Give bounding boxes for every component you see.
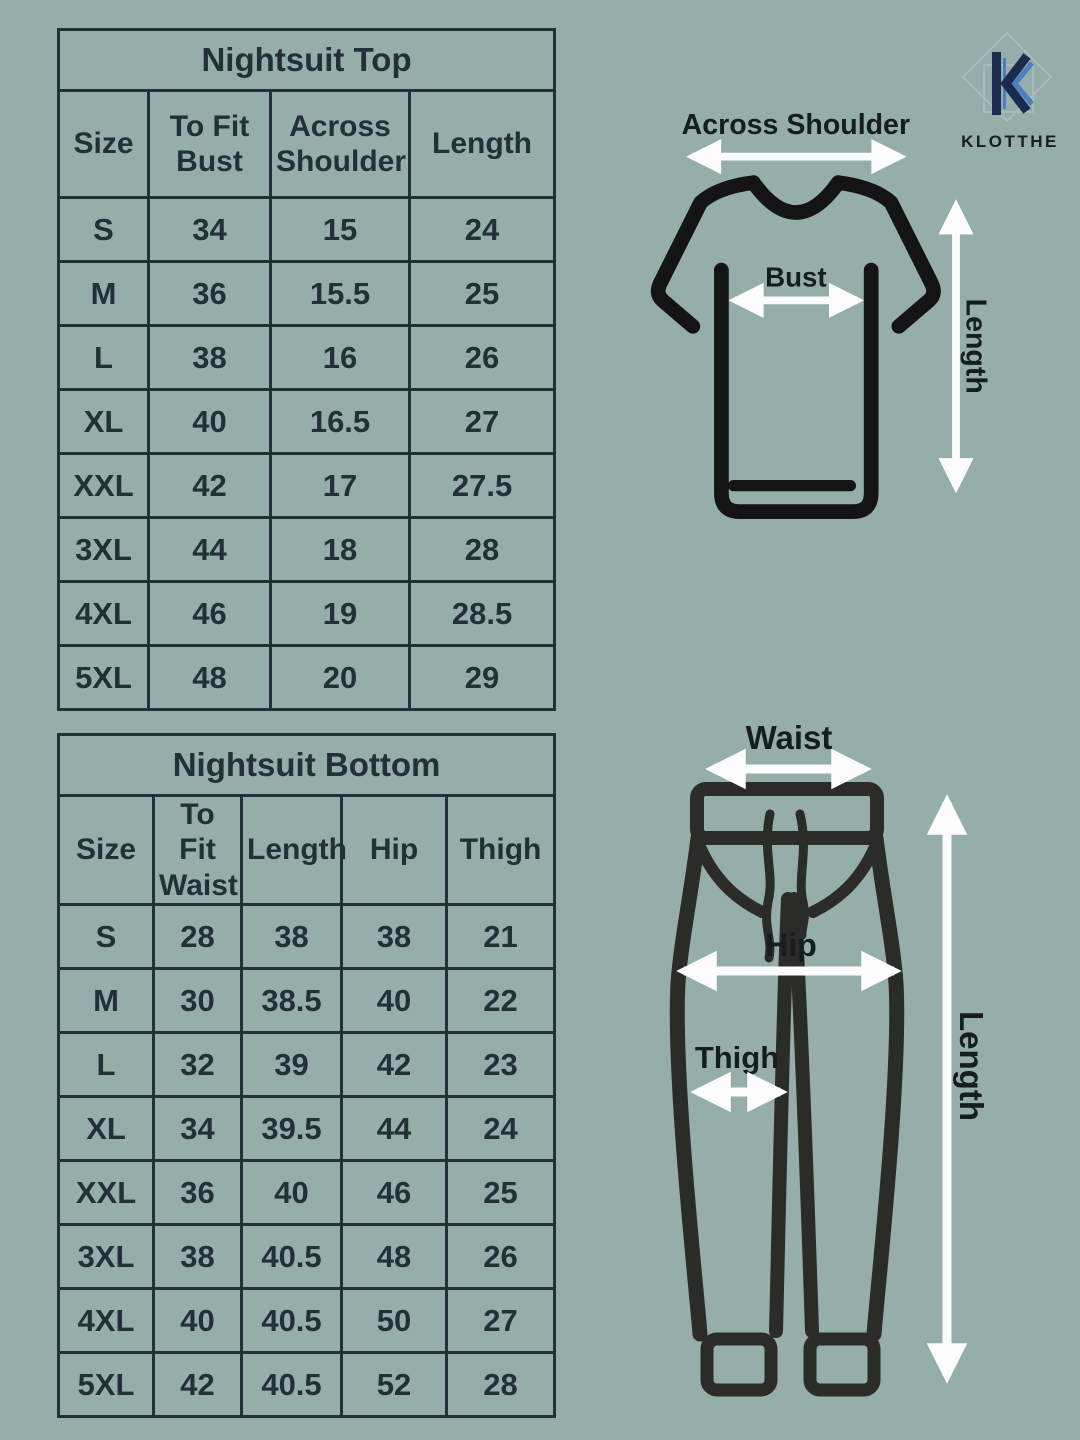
table-row: [59, 1161, 555, 1225]
measure-cell: 32: [154, 1033, 242, 1097]
measure-cell: 38: [154, 1225, 242, 1289]
measure-cell: 28: [410, 518, 555, 582]
measure-cell: 36: [154, 1161, 242, 1225]
measure-cell: 40: [149, 390, 271, 454]
measure-cell: 40.5: [242, 1353, 342, 1417]
table-row: [59, 1225, 555, 1289]
measure-cell: 24: [447, 1097, 555, 1161]
measure-cell: 46: [342, 1161, 447, 1225]
measure-cell: 42: [342, 1033, 447, 1097]
measure-cell: 44: [342, 1097, 447, 1161]
size-cell: XL: [59, 390, 149, 454]
bust-label: Bust: [765, 261, 827, 293]
column-header: To Fit Waist: [154, 796, 242, 905]
table-row: [59, 1289, 555, 1353]
table-header-row: [59, 91, 555, 198]
measure-cell: 15: [271, 198, 410, 262]
measure-cell: 42: [149, 454, 271, 518]
table-title: Nightsuit Top: [59, 30, 555, 91]
measure-cell: 22: [447, 969, 555, 1033]
measure-cell: 20: [271, 646, 410, 710]
waist-label: Waist: [745, 719, 833, 756]
size-cell: 4XL: [59, 1289, 154, 1353]
measure-cell: 21: [447, 905, 555, 969]
size-cell: L: [59, 326, 149, 390]
measure-cell: 40.5: [242, 1225, 342, 1289]
measure-cell: 38: [149, 326, 271, 390]
measure-cell: 40: [342, 969, 447, 1033]
table-row: [59, 1033, 555, 1097]
size-cell: M: [59, 262, 149, 326]
table-row: [59, 905, 555, 969]
size-cell: XXL: [59, 1161, 154, 1225]
measure-cell: 39: [242, 1033, 342, 1097]
measure-cell: 48: [149, 646, 271, 710]
measure-cell: 27: [447, 1289, 555, 1353]
measure-cell: 42: [154, 1353, 242, 1417]
measure-cell: 36: [149, 262, 271, 326]
measure-cell: 48: [342, 1225, 447, 1289]
measure-cell: 26: [410, 326, 555, 390]
measure-cell: 15.5: [271, 262, 410, 326]
size-cell: XL: [59, 1097, 154, 1161]
table-row: [59, 1097, 555, 1161]
size-cell: 5XL: [59, 1353, 154, 1417]
column-header: Thigh: [447, 796, 555, 905]
tshirt-measurement-diagram: [600, 90, 1080, 670]
nightsuit-bottom-table: [57, 733, 556, 1418]
table-row: [59, 969, 555, 1033]
measure-cell: 23: [447, 1033, 555, 1097]
k-monogram-icon: [992, 52, 1032, 115]
measure-cell: 16: [271, 326, 410, 390]
table-title: Nightsuit Bottom: [59, 735, 555, 796]
table-row: [59, 198, 555, 262]
measure-cell: 34: [154, 1097, 242, 1161]
measure-cell: 34: [149, 198, 271, 262]
table-title-row: [59, 30, 555, 91]
measure-cell: 24: [410, 198, 555, 262]
measure-cell: 28: [447, 1353, 555, 1417]
table-row: [59, 454, 555, 518]
measure-cell: 25: [410, 262, 555, 326]
measure-cell: 28: [154, 905, 242, 969]
measure-cell: 18: [271, 518, 410, 582]
measure-cell: 39.5: [242, 1097, 342, 1161]
measure-cell: 38: [342, 905, 447, 969]
pants-length-label: Length: [953, 1011, 990, 1121]
measure-cell: 17: [271, 454, 410, 518]
table-row: [59, 646, 555, 710]
column-header: Length: [242, 796, 342, 905]
measure-cell: 38: [242, 905, 342, 969]
size-cell: S: [59, 198, 149, 262]
measure-cell: 38.5: [242, 969, 342, 1033]
column-header: Size: [59, 796, 154, 905]
table-header-row: [59, 796, 555, 905]
across-shoulder-label: Across Shoulder: [681, 109, 911, 142]
column-header: To Fit Bust: [149, 91, 271, 198]
column-header: Length: [410, 91, 555, 198]
table-row: [59, 582, 555, 646]
thigh-label: Thigh: [694, 1040, 780, 1075]
size-cell: 4XL: [59, 582, 149, 646]
measure-cell: 40: [242, 1161, 342, 1225]
hip-label: Hip: [765, 927, 817, 963]
table-row: [59, 518, 555, 582]
table-row: [59, 390, 555, 454]
klotthe-wordmark: KLOTTHE: [961, 132, 1059, 151]
column-header: Size: [59, 91, 149, 198]
size-cell: 3XL: [59, 518, 149, 582]
table-row: [59, 326, 555, 390]
measure-cell: 46: [149, 582, 271, 646]
measure-cell: 52: [342, 1353, 447, 1417]
table-row: [59, 262, 555, 326]
tshirt-icon: [658, 183, 933, 512]
size-cell: 3XL: [59, 1225, 154, 1289]
measure-cell: 30: [154, 969, 242, 1033]
measure-cell: 40.5: [242, 1289, 342, 1353]
size-cell: M: [59, 969, 154, 1033]
size-cell: 5XL: [59, 646, 149, 710]
klotthe-logo: [948, 25, 1078, 155]
shirt-length-label: Length: [959, 298, 992, 394]
pants-measurement-diagram: [600, 690, 1080, 1430]
size-cell: XXL: [59, 454, 149, 518]
measure-cell: 19: [271, 582, 410, 646]
klotthe-logo-mark: [963, 33, 1051, 121]
size-cell: S: [59, 905, 154, 969]
measure-cell: 27: [410, 390, 555, 454]
measure-cell: 40: [154, 1289, 242, 1353]
measure-cell: 44: [149, 518, 271, 582]
measure-cell: 28.5: [410, 582, 555, 646]
size-cell: L: [59, 1033, 154, 1097]
measure-cell: 16.5: [271, 390, 410, 454]
column-header: Hip: [342, 796, 447, 905]
table-row: [59, 1353, 555, 1417]
column-header: Across Shoulder: [271, 91, 410, 198]
measure-cell: 29: [410, 646, 555, 710]
measure-cell: 25: [447, 1161, 555, 1225]
measure-cell: 26: [447, 1225, 555, 1289]
measure-cell: 27.5: [410, 454, 555, 518]
nightsuit-top-table: [57, 28, 556, 711]
table-title-row: [59, 735, 555, 796]
measure-cell: 50: [342, 1289, 447, 1353]
